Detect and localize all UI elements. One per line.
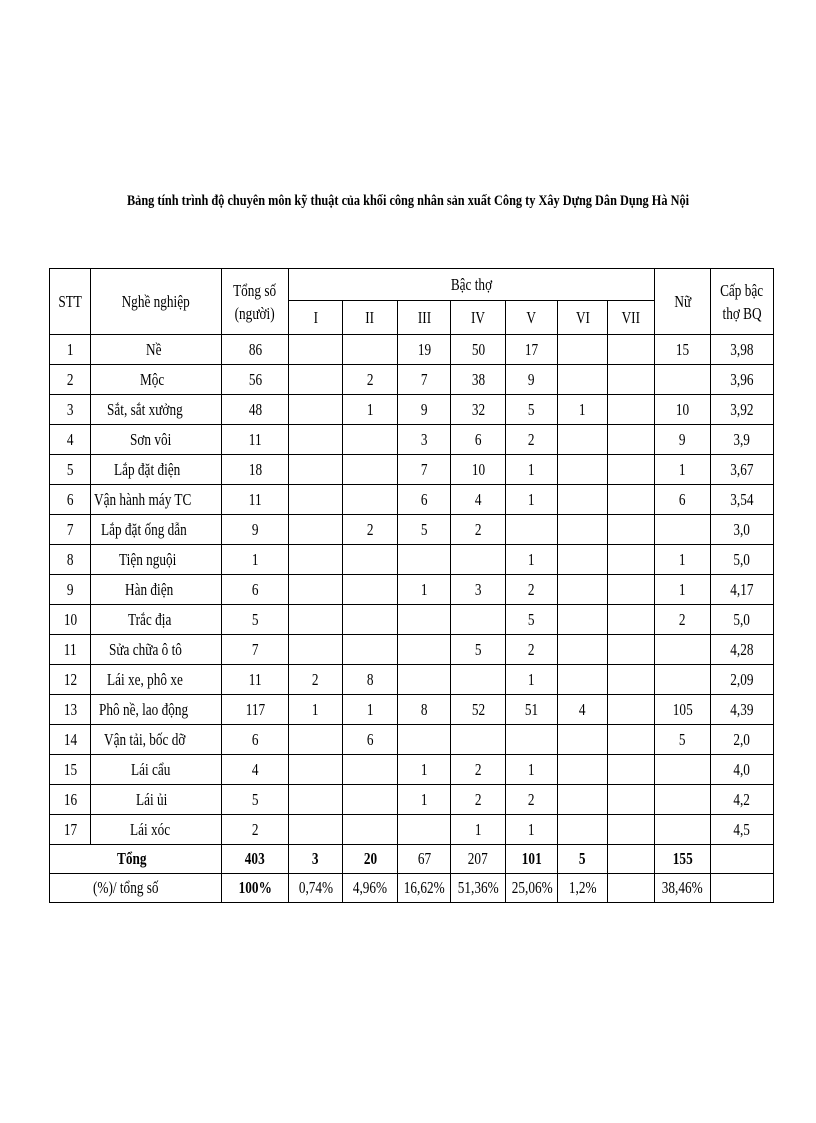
row-grade-count: 1 [506, 545, 558, 575]
percent-grade: 16,62% [398, 874, 451, 903]
row-grade-count: 1 [506, 665, 558, 695]
row-total: 4 [222, 755, 289, 785]
row-grade-count: 1 [451, 815, 506, 845]
table-row [50, 635, 774, 665]
row-grade-count [398, 635, 451, 665]
row-grade-count: 5 [451, 635, 506, 665]
row-grade-count [343, 635, 398, 665]
row-grade-count [451, 665, 506, 695]
row-total: 11 [222, 485, 289, 515]
row-grade-count [608, 425, 655, 455]
row-grade-count [558, 665, 608, 695]
row-grade-count [289, 575, 343, 605]
header-occupation: Nghề nghiệp [91, 269, 222, 335]
row-grade-count [289, 485, 343, 515]
row-stt: 15 [50, 755, 91, 785]
row-grade-count [558, 635, 608, 665]
header-grade: VI [558, 301, 608, 335]
header-grade-group: Bậc thợ [289, 269, 655, 301]
row-average-grade: 4,39 [711, 695, 774, 725]
row-grade-count: 4 [558, 695, 608, 725]
percent-row [50, 874, 774, 903]
row-female [655, 785, 711, 815]
row-grade-count: 2 [451, 755, 506, 785]
row-grade-count [289, 455, 343, 485]
header-stt: STT [50, 269, 91, 335]
row-average-grade: 3,0 [711, 515, 774, 545]
row-female: 9 [655, 425, 711, 455]
row-grade-count: 5 [398, 515, 451, 545]
row-grade-count [608, 665, 655, 695]
table-row [50, 695, 774, 725]
row-grade-count [558, 455, 608, 485]
row-grade-count: 9 [398, 395, 451, 425]
row-grade-count: 1 [398, 755, 451, 785]
table-row [50, 515, 774, 545]
row-grade-count [289, 515, 343, 545]
row-grade-count [289, 815, 343, 845]
row-stt: 2 [50, 365, 91, 395]
row-grade-count [343, 335, 398, 365]
row-grade-count [398, 725, 451, 755]
table-title: Bảng tính trình độ chuyên môn kỹ thuật của khối công nhân sản xuất Công ty Xây Dựng Dân Dụng Hà Nội [126, 193, 690, 209]
row-grade-count [558, 755, 608, 785]
row-grade-count: 1 [506, 755, 558, 785]
row-grade-count [343, 575, 398, 605]
row-average-grade: 4,0 [711, 755, 774, 785]
row-grade-count: 6 [343, 725, 398, 755]
totals-grade: 5 [558, 845, 608, 874]
row-grade-count [343, 755, 398, 785]
row-occupation: Vận hành máy TC [91, 485, 222, 515]
row-occupation: Sắt, sắt xưởng [91, 395, 222, 425]
percent-grade [608, 874, 655, 903]
table-row [50, 605, 774, 635]
percent-total: 100% [222, 874, 289, 903]
row-grade-count: 17 [506, 335, 558, 365]
totals-label: Tổng [50, 845, 222, 874]
row-stt: 13 [50, 695, 91, 725]
row-grade-count [398, 545, 451, 575]
percent-grade: 51,36% [451, 874, 506, 903]
header-total: Tổng số (người) [222, 269, 289, 335]
table-row [50, 575, 774, 605]
row-grade-count [289, 335, 343, 365]
row-grade-count: 52 [451, 695, 506, 725]
row-occupation: Hàn điện [91, 575, 222, 605]
header-grade: II [343, 301, 398, 335]
skill-level-table [49, 268, 774, 903]
row-grade-count: 2 [506, 575, 558, 605]
row-female [655, 665, 711, 695]
row-grade-count: 1 [506, 815, 558, 845]
row-grade-count [343, 425, 398, 455]
row-grade-count [558, 545, 608, 575]
row-grade-count [398, 605, 451, 635]
row-grade-count [608, 365, 655, 395]
header-average-grade: Cấp bậc thợ BQ [711, 269, 774, 335]
row-stt: 14 [50, 725, 91, 755]
row-grade-count [343, 455, 398, 485]
row-grade-count [558, 365, 608, 395]
row-grade-count: 51 [506, 695, 558, 725]
row-grade-count [558, 485, 608, 515]
row-average-grade: 5,0 [711, 605, 774, 635]
row-grade-count: 1 [506, 455, 558, 485]
row-grade-count [558, 515, 608, 545]
row-average-grade: 4,5 [711, 815, 774, 845]
row-female: 5 [655, 725, 711, 755]
row-occupation: Lắp đặt điện [91, 455, 222, 485]
row-grade-count: 50 [451, 335, 506, 365]
row-stt: 6 [50, 485, 91, 515]
totals-grade: 67 [398, 845, 451, 874]
percent-grade: 4,96% [343, 874, 398, 903]
row-grade-count [506, 515, 558, 545]
row-female [655, 635, 711, 665]
row-grade-count: 2 [451, 515, 506, 545]
row-grade-count: 1 [343, 695, 398, 725]
row-grade-count: 38 [451, 365, 506, 395]
row-grade-count [343, 815, 398, 845]
totals-row [50, 845, 774, 874]
row-grade-count [289, 725, 343, 755]
row-average-grade: 3,96 [711, 365, 774, 395]
row-stt: 9 [50, 575, 91, 605]
row-female [655, 755, 711, 785]
row-occupation: Trắc địa [91, 605, 222, 635]
row-grade-count [558, 785, 608, 815]
row-stt: 12 [50, 665, 91, 695]
row-average-grade: 3,67 [711, 455, 774, 485]
row-total: 5 [222, 785, 289, 815]
totals-grade: 101 [506, 845, 558, 874]
table-row [50, 485, 774, 515]
totals-grade: 20 [343, 845, 398, 874]
row-grade-count: 3 [398, 425, 451, 455]
row-grade-count: 1 [506, 485, 558, 515]
row-grade-count [451, 605, 506, 635]
row-occupation: Lắp đặt ống dẫn [91, 515, 222, 545]
row-female: 2 [655, 605, 711, 635]
row-female: 1 [655, 575, 711, 605]
header-grade: I [289, 301, 343, 335]
row-total: 5 [222, 605, 289, 635]
row-grade-count: 2 [343, 515, 398, 545]
table-row [50, 725, 774, 755]
percent-label: (%)/ tổng số [50, 874, 222, 903]
row-grade-count [451, 545, 506, 575]
table-row [50, 455, 774, 485]
row-average-grade: 3,54 [711, 485, 774, 515]
row-total: 18 [222, 455, 289, 485]
row-grade-count [506, 725, 558, 755]
row-grade-count [608, 605, 655, 635]
row-grade-count: 7 [398, 365, 451, 395]
row-average-grade: 2,0 [711, 725, 774, 755]
row-occupation: Lái xe, phô xe [91, 665, 222, 695]
row-grade-count [558, 605, 608, 635]
totals-average [711, 845, 774, 874]
row-female: 105 [655, 695, 711, 725]
row-grade-count [289, 365, 343, 395]
row-stt: 11 [50, 635, 91, 665]
table-row [50, 425, 774, 455]
row-grade-count: 5 [506, 395, 558, 425]
row-occupation: Phô nề, lao động [91, 695, 222, 725]
row-total: 48 [222, 395, 289, 425]
row-grade-count: 1 [289, 695, 343, 725]
totals-total: 403 [222, 845, 289, 874]
row-female: 1 [655, 545, 711, 575]
row-occupation: Lái cẩu [91, 755, 222, 785]
row-average-grade: 2,09 [711, 665, 774, 695]
row-grade-count: 19 [398, 335, 451, 365]
row-grade-count [289, 755, 343, 785]
row-stt: 7 [50, 515, 91, 545]
row-grade-count [289, 605, 343, 635]
row-grade-count [398, 665, 451, 695]
row-occupation: Tiện nguội [91, 545, 222, 575]
percent-grade: 0,74% [289, 874, 343, 903]
row-grade-count: 8 [343, 665, 398, 695]
row-grade-count: 9 [506, 365, 558, 395]
row-female [655, 515, 711, 545]
row-stt: 8 [50, 545, 91, 575]
row-occupation: Lái ủi [91, 785, 222, 815]
totals-grade [608, 845, 655, 874]
table-row [50, 665, 774, 695]
row-grade-count: 3 [451, 575, 506, 605]
row-grade-count [558, 815, 608, 845]
row-female: 10 [655, 395, 711, 425]
row-grade-count [289, 395, 343, 425]
row-total: 56 [222, 365, 289, 395]
row-grade-count: 4 [451, 485, 506, 515]
row-grade-count: 2 [343, 365, 398, 395]
percent-grade: 25,06% [506, 874, 558, 903]
row-female: 15 [655, 335, 711, 365]
row-total: 1 [222, 545, 289, 575]
row-grade-count [343, 485, 398, 515]
row-total: 6 [222, 725, 289, 755]
row-grade-count [608, 815, 655, 845]
row-grade-count: 6 [451, 425, 506, 455]
row-grade-count [558, 725, 608, 755]
row-grade-count [608, 395, 655, 425]
row-grade-count [558, 425, 608, 455]
row-average-grade: 3,9 [711, 425, 774, 455]
row-grade-count: 2 [289, 665, 343, 695]
row-female [655, 365, 711, 395]
row-grade-count: 10 [451, 455, 506, 485]
row-total: 117 [222, 695, 289, 725]
row-grade-count [289, 545, 343, 575]
percent-average [711, 874, 774, 903]
row-grade-count: 2 [506, 425, 558, 455]
row-grade-count [289, 785, 343, 815]
row-grade-count [608, 785, 655, 815]
row-grade-count [343, 545, 398, 575]
row-female: 1 [655, 455, 711, 485]
totals-grade: 207 [451, 845, 506, 874]
row-stt: 10 [50, 605, 91, 635]
row-occupation: Vận tải, bốc dỡ [91, 725, 222, 755]
header-grade: V [506, 301, 558, 335]
row-grade-count: 2 [506, 635, 558, 665]
row-grade-count: 32 [451, 395, 506, 425]
row-occupation: Sơn vôi [91, 425, 222, 455]
row-grade-count: 7 [398, 455, 451, 485]
totals-grade: 3 [289, 845, 343, 874]
row-grade-count: 8 [398, 695, 451, 725]
row-grade-count [343, 785, 398, 815]
row-occupation: Sửa chữa ô tô [91, 635, 222, 665]
row-grade-count: 1 [398, 575, 451, 605]
row-grade-count: 1 [343, 395, 398, 425]
row-grade-count [608, 455, 655, 485]
row-total: 6 [222, 575, 289, 605]
row-average-grade: 4,2 [711, 785, 774, 815]
row-stt: 17 [50, 815, 91, 845]
row-grade-count [451, 725, 506, 755]
row-total: 11 [222, 665, 289, 695]
row-total: 86 [222, 335, 289, 365]
row-grade-count [608, 695, 655, 725]
header-female: Nữ [655, 269, 711, 335]
row-grade-count [608, 755, 655, 785]
row-grade-count [608, 575, 655, 605]
row-average-grade: 4,28 [711, 635, 774, 665]
row-average-grade: 3,98 [711, 335, 774, 365]
row-grade-count: 5 [506, 605, 558, 635]
row-stt: 1 [50, 335, 91, 365]
row-grade-count [558, 335, 608, 365]
row-average-grade: 4,17 [711, 575, 774, 605]
header-grade: VII [608, 301, 655, 335]
row-total: 7 [222, 635, 289, 665]
row-grade-count: 2 [506, 785, 558, 815]
row-occupation: Mộc [91, 365, 222, 395]
row-grade-count [608, 545, 655, 575]
table-row [50, 545, 774, 575]
row-stt: 3 [50, 395, 91, 425]
percent-grade: 1,2% [558, 874, 608, 903]
row-grade-count [608, 335, 655, 365]
percent-female: 38,46% [655, 874, 711, 903]
table-row [50, 815, 774, 845]
row-total: 9 [222, 515, 289, 545]
row-grade-count [289, 635, 343, 665]
row-grade-count [608, 515, 655, 545]
row-grade-count [608, 725, 655, 755]
table-row [50, 395, 774, 425]
row-stt: 4 [50, 425, 91, 455]
row-total: 11 [222, 425, 289, 455]
table-row [50, 335, 774, 365]
totals-female: 155 [655, 845, 711, 874]
row-grade-count [608, 485, 655, 515]
row-average-grade: 5,0 [711, 545, 774, 575]
row-grade-count: 2 [451, 785, 506, 815]
table-row [50, 785, 774, 815]
header-grade: III [398, 301, 451, 335]
row-grade-count: 6 [398, 485, 451, 515]
row-grade-count: 1 [398, 785, 451, 815]
row-occupation: Lái xóc [91, 815, 222, 845]
row-grade-count [289, 425, 343, 455]
row-female [655, 815, 711, 845]
table-row [50, 365, 774, 395]
row-average-grade: 3,92 [711, 395, 774, 425]
row-total: 2 [222, 815, 289, 845]
header-grade: IV [451, 301, 506, 335]
row-grade-count [608, 635, 655, 665]
row-grade-count: 1 [558, 395, 608, 425]
table-row [50, 755, 774, 785]
row-stt: 5 [50, 455, 91, 485]
row-grade-count [398, 815, 451, 845]
row-occupation: Nề [91, 335, 222, 365]
row-female: 6 [655, 485, 711, 515]
row-grade-count [558, 575, 608, 605]
row-grade-count [343, 605, 398, 635]
row-stt: 16 [50, 785, 91, 815]
